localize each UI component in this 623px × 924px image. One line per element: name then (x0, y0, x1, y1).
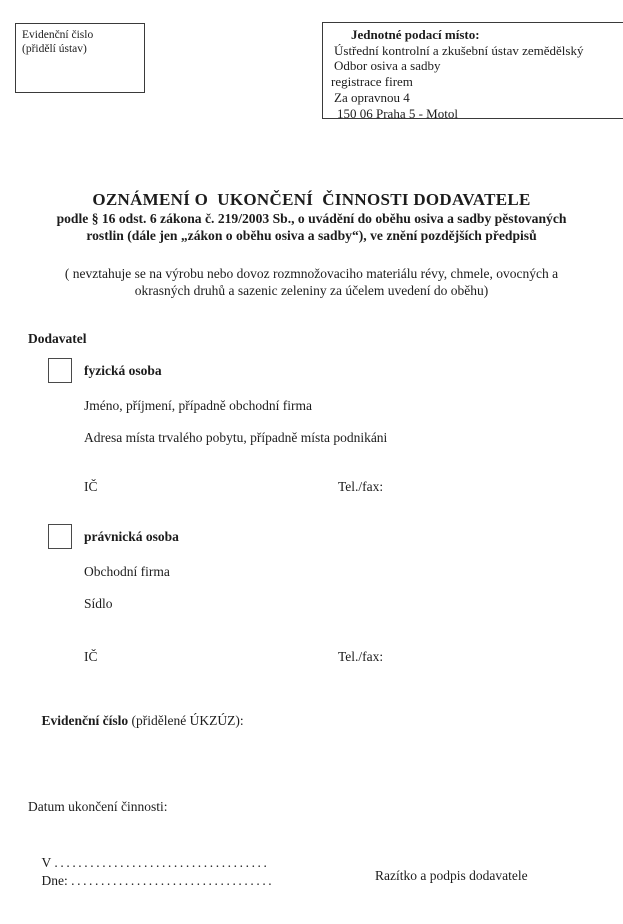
exclusion-note-line2: okrasných druhů a sazenic zeleniny za účelem uvedení do oběhu) (134, 283, 489, 298)
evidence-number-label-rest: (přidělené ÚKZÚZ): (128, 713, 244, 728)
date-label: Dne: (41, 873, 72, 888)
stamp-signature-label: Razítko a podpis dodavatele (375, 868, 528, 883)
natural-person-name-field-label: Jméno, příjmení, případně obchodní firma (84, 398, 312, 413)
evidence-number-box (15, 23, 145, 93)
supplier-heading: Dodavatel (28, 331, 87, 346)
evidence-number-line (28, 695, 244, 746)
filing-office-line2: Odbor osiva a sadby (334, 58, 441, 74)
legal-person-checkbox[interactable] (48, 524, 72, 549)
form-title: OZNÁMENÍ O UKONČENÍ ČINNOSTI DODAVATELE (92, 190, 531, 209)
natural-person-ic-label: IČ (84, 479, 98, 494)
place-dotted-line: .................................... (54, 855, 270, 870)
date-line (28, 855, 274, 906)
legal-person-firm-field-label: Obchodní firma (84, 564, 170, 579)
filing-office-heading: Jednotné podací místo: (351, 27, 480, 42)
form-subtitle-line1: podle § 16 odst. 6 zákona č. 219/2003 Sb., o uvádění do oběhu osiva a sadby pěstovaných (56, 211, 567, 226)
filing-office-line4: Za opravnou 4 (334, 89, 410, 105)
termination-date-label: Datum ukončení činnosti: (28, 799, 168, 814)
legal-person-ic-label: IČ (84, 649, 98, 664)
evidence-box-line1: Evidenční čislo (22, 29, 94, 41)
evidence-box-line2: (přidělí ústav) (22, 43, 87, 55)
evidence-number-label-bold: Evidenční číslo (41, 713, 129, 728)
natural-person-address-field-label: Adresa místa trvalého pobytu, případně místa podnikáni (84, 430, 388, 445)
natural-person-checkbox[interactable] (48, 358, 72, 383)
legal-person-label: právnická osoba (84, 529, 179, 544)
filing-office-line1: Ústřední kontrolní a zkušební ústav zemědělský (334, 42, 584, 58)
title-block (0, 190, 623, 244)
place-label: V (41, 855, 55, 870)
natural-person-label: fyzická osoba (84, 363, 162, 378)
form-subtitle-line2: rostlin (dále jen „zákon o oběhu osiva a sadby“), ve znění pozdějších předpisů (86, 228, 537, 243)
filing-office-line3: registrace firem (331, 74, 413, 90)
filing-office-box (322, 22, 623, 119)
date-dotted-line: .................................. (71, 873, 275, 888)
legal-person-seat-field-label: Sídlo (84, 596, 113, 611)
exclusion-note (0, 265, 623, 299)
natural-person-telfax-label: Tel./fax: (338, 479, 384, 494)
exclusion-note-line1: ( nevztahuje se na výrobu nebo dovoz rozmnožovaciho materiálu révy, chmele, ovocných a (64, 266, 559, 281)
filing-office-line5: 150 06 Praha 5 - Motol (337, 105, 458, 121)
legal-person-telfax-label: Tel./fax: (338, 649, 384, 664)
